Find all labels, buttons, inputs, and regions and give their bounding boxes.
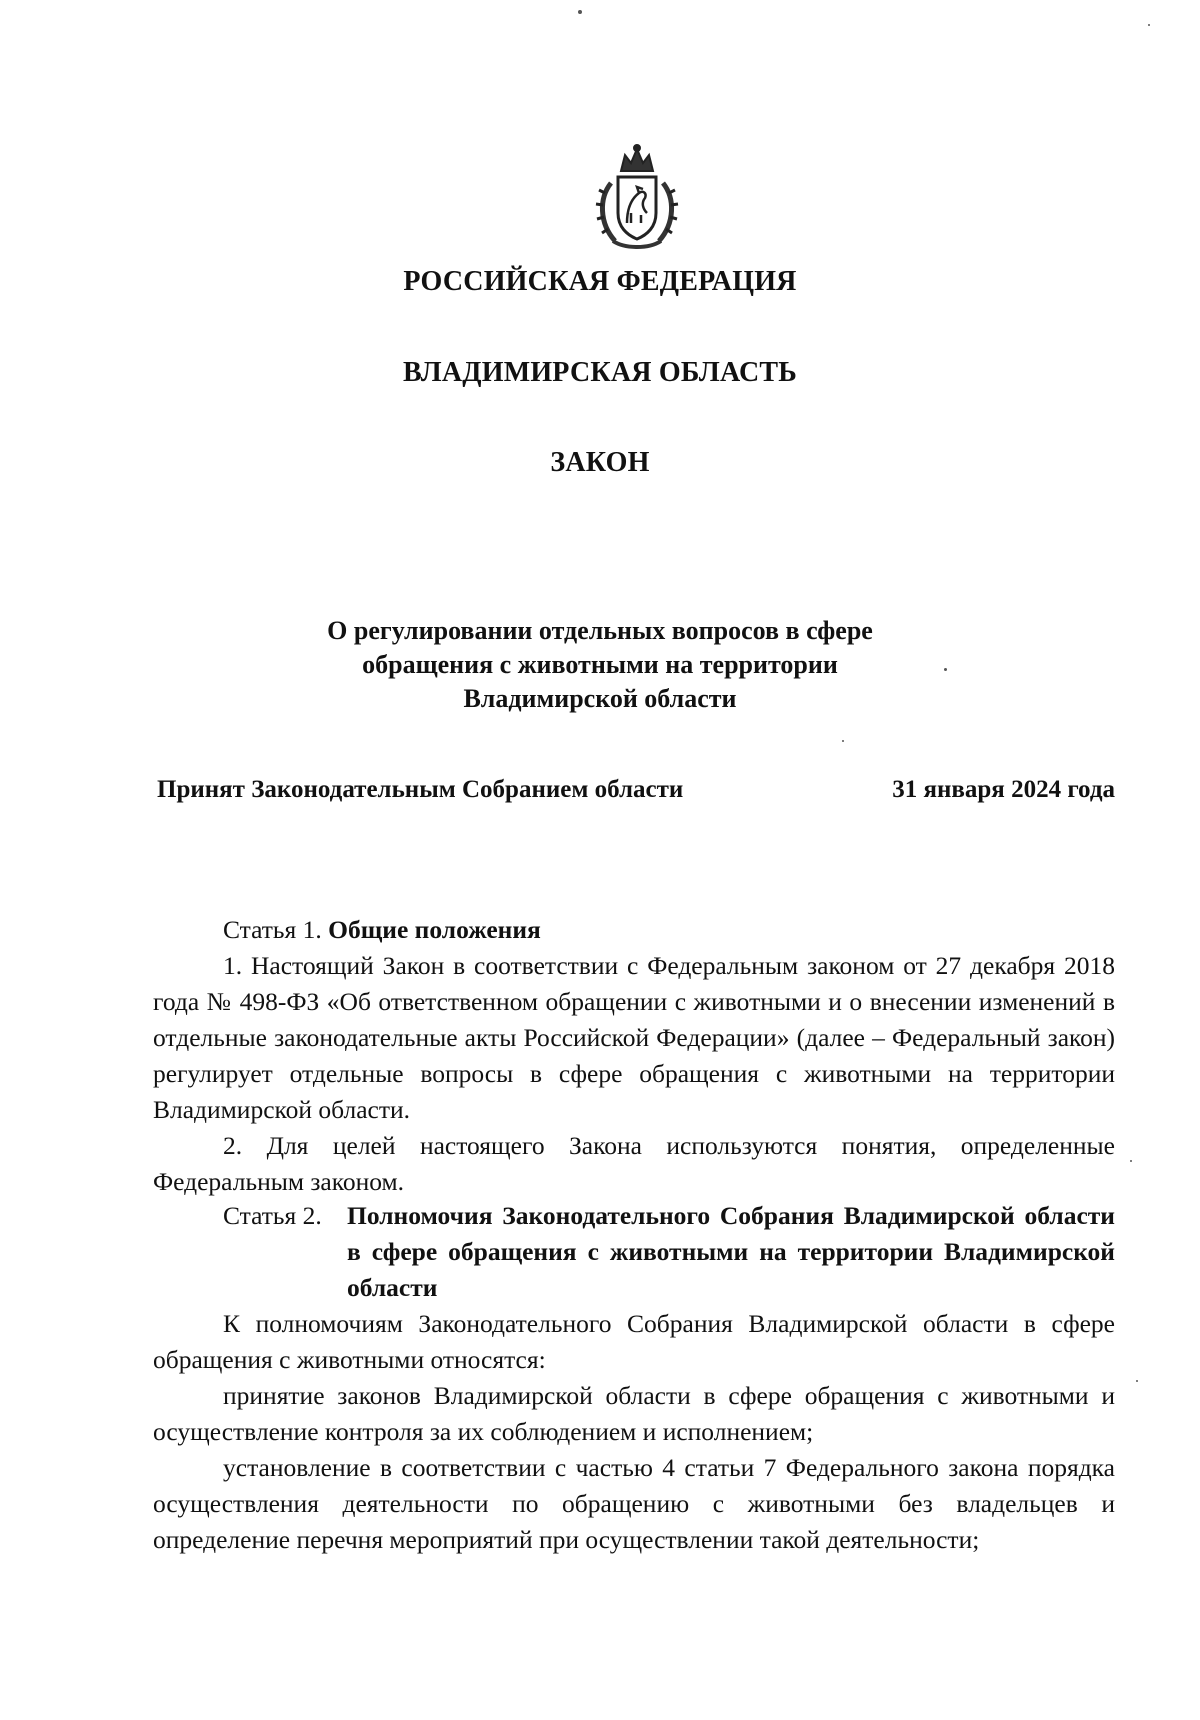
adoption-line bbox=[157, 776, 1115, 804]
article-2-label: Статья 2. bbox=[223, 1201, 322, 1230]
law-title bbox=[300, 614, 900, 716]
scan-speck bbox=[1148, 24, 1150, 26]
law-title-line-3: Владимирской области bbox=[463, 684, 737, 713]
article-1-paragraph-1: 1. Настоящий Закон в соответствии с Федеральным законом от 27 декабря 2018 года № 498-ФЗ «Об ответственном обращении с животными и о внесении изменений в отдельные законодательные акты Российской Федерации» (далее – Федеральный закон) регулирует отдельные вопросы в сфере обращения с животными на территории Владимирской области. bbox=[153, 951, 1115, 1124]
document-type-heading: ЗАКОН bbox=[550, 447, 650, 478]
article-2-item-2: установление в соответствии с частью 4 статьи 7 Федерального закона порядка осуществления деятельности по обращению с животными без владельцев и определение перечня мероприятий при осуществлении такой деятельности; bbox=[153, 1453, 1115, 1554]
article-1-title: Общие положения bbox=[328, 915, 541, 944]
law-title-line-1: О регулировании отдельных вопросов в сфере bbox=[327, 616, 873, 645]
article-2-title: Полномочия Законодательного Собрания Владимирской области в сфере обращения с животными на территории Владимирской области bbox=[347, 1201, 1115, 1302]
country-heading: РОССИЙСКАЯ ФЕДЕРАЦИЯ bbox=[403, 266, 797, 297]
article-1-label: Статья 1. bbox=[223, 915, 322, 944]
law-title-line-2: обращения с животными на территории bbox=[362, 650, 838, 679]
scan-speck bbox=[1130, 1160, 1132, 1162]
article-2-body bbox=[153, 1306, 1115, 1558]
article-2-item-1: принятие законов Владимирской области в сфере обращения с животными и осуществление контроля за их соблюдением и исполнением; bbox=[153, 1381, 1115, 1446]
article-2-heading bbox=[223, 1198, 1115, 1306]
coat-of-arms-emblem bbox=[591, 143, 683, 253]
region-heading: ВЛАДИМИРСКАЯ ОБЛАСТЬ bbox=[402, 357, 798, 388]
article-1 bbox=[153, 912, 1115, 1200]
adoption-text: Принят Законодательным Собранием области bbox=[157, 776, 684, 803]
article-1-heading bbox=[153, 912, 1115, 948]
adoption-date: 31 января 2024 года bbox=[892, 776, 1115, 803]
article-2-intro: К полномочиям Законодательного Собрания Владимирской области в сфере обращения с животными относятся: bbox=[153, 1309, 1115, 1374]
scan-speck bbox=[842, 740, 844, 742]
scan-speck bbox=[578, 10, 582, 14]
article-1-paragraph-2: 2. Для целей настоящего Закона используются понятия, определенные Федеральным законом. bbox=[153, 1131, 1115, 1196]
scan-speck bbox=[944, 668, 947, 671]
scan-speck bbox=[1136, 1380, 1138, 1382]
